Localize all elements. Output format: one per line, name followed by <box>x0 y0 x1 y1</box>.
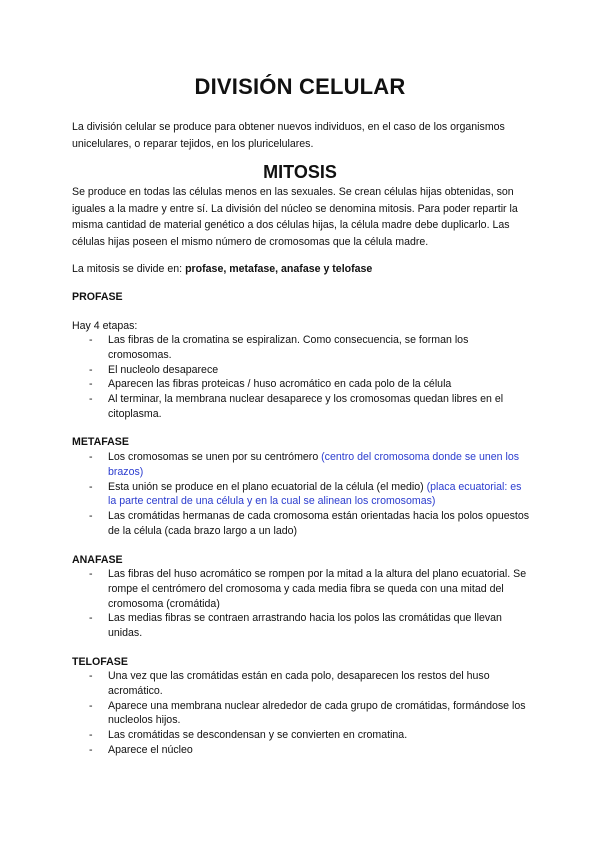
mitosis-phases-line <box>72 261 532 278</box>
list-item-text: Al terminar, la membrana nuclear desaparece y los cromosomas quedan libres en el citoplasma. <box>108 393 504 420</box>
bullet-dash: - <box>89 510 93 523</box>
anafase-heading: ANAFASE <box>72 554 123 566</box>
profase-list <box>72 333 532 422</box>
list-item-text: Las cromátidas hermanas de cada cromosoma están orientadas hacia los polos opuestos de la célula (cada brazo largo a un lado) <box>108 510 530 537</box>
list-item <box>72 363 532 378</box>
metafase-heading: METAFASE <box>72 436 129 448</box>
list-item <box>72 392 532 422</box>
list-item-text: Aparece el núcleo <box>108 743 193 756</box>
list-item <box>72 743 532 758</box>
list-item-text: Las cromátidas se descondensan y se convierten en cromatina. <box>108 729 408 742</box>
list-item <box>72 333 532 363</box>
bullet-dash: - <box>89 743 93 756</box>
list-item-note: (centro del cromosoma donde se unen los brazos) <box>108 451 520 478</box>
metafase-list <box>72 450 532 539</box>
list-item-text: Aparece una membrana nuclear alrededor de cada grupo de cromátidas, formándose los nucleolos hijos. <box>108 699 526 727</box>
list-item <box>72 699 532 729</box>
bullet-dash: - <box>89 480 93 493</box>
mitosis-description: Se produce en todas las células menos en las sexuales. Se crean células hijas obtenidas, son iguales a la madre y entre sí. La división del núcleo se denomina mitosis. Para poder repartir la misma cantidad de material genético a dos células hijas, la célula madre debe duplicarlo. Las células hijas poseen el mismo número de cromosomas que la célula madre. <box>72 186 518 248</box>
bullet-dash: - <box>89 451 93 463</box>
list-item-text: Las fibras del huso acromático se rompen por la mitad a la altura del plano ecuatorial. Se rompe el centrómero del cromosoma y cada media fibra se queda con una mitad del cromosoma (cromátida) <box>108 568 527 610</box>
list-item-text: Una vez que las cromátidas están en cada polo, desaparecen los restos del huso acromático. <box>108 670 490 697</box>
list-item-note: (placa ecuatorial: es la parte central de una célula y en la cual se alinean los cromosomas) <box>108 480 522 508</box>
bullet-dash: - <box>89 612 93 625</box>
list-item <box>72 377 532 392</box>
telofase-heading: TELOFASE <box>72 656 128 668</box>
list-item <box>72 509 532 539</box>
list-item-text: Los cromosomas se unen por su centrómero <box>108 451 322 463</box>
page-title: DIVISIÓN CELULAR <box>194 74 406 99</box>
intro-paragraph: La división celular se produce para obtener nuevos individuos, en el caso de los organismos unicelulares, o reparar tejidos, en los pluricelulares. <box>72 121 505 150</box>
profase-lead: Hay 4 etapas: <box>72 320 138 332</box>
phases-list: profase, metafase, anafase y telofase <box>185 263 373 275</box>
list-item <box>72 567 532 611</box>
bullet-dash: - <box>89 729 93 742</box>
list-item <box>72 480 532 510</box>
bullet-dash: - <box>89 393 93 406</box>
bullet-dash: - <box>89 699 93 712</box>
mitosis-heading: MITOSIS <box>263 162 337 182</box>
list-item <box>72 450 532 480</box>
list-item-text: El nucleolo desaparece <box>108 363 219 376</box>
bullet-dash: - <box>89 670 93 682</box>
bullet-dash: - <box>89 363 93 376</box>
list-item-text: Las fibras de la cromatina se espiralizan. Como consecuencia, se forman los cromosomas. <box>108 334 469 361</box>
list-item-text: Las medias fibras se contraen arrastrando hacia los polos las cromátidas que llevan unidas. <box>108 612 502 640</box>
list-item-text: Esta unión se produce en el plano ecuatorial de la célula (el medio) <box>108 480 427 493</box>
list-item-text: Aparecen las fibras proteicas / huso acromático en cada polo de la célula <box>108 378 452 391</box>
bullet-dash: - <box>89 568 93 580</box>
anafase-list <box>72 567 532 641</box>
telofase-list <box>72 669 532 758</box>
bullet-dash: - <box>89 378 93 391</box>
profase-heading: PROFASE <box>72 291 123 303</box>
list-item <box>72 611 532 641</box>
list-item <box>72 728 532 743</box>
list-item <box>72 669 532 699</box>
bullet-dash: - <box>89 334 93 346</box>
phases-prefix: La mitosis se divide en: <box>72 263 186 275</box>
